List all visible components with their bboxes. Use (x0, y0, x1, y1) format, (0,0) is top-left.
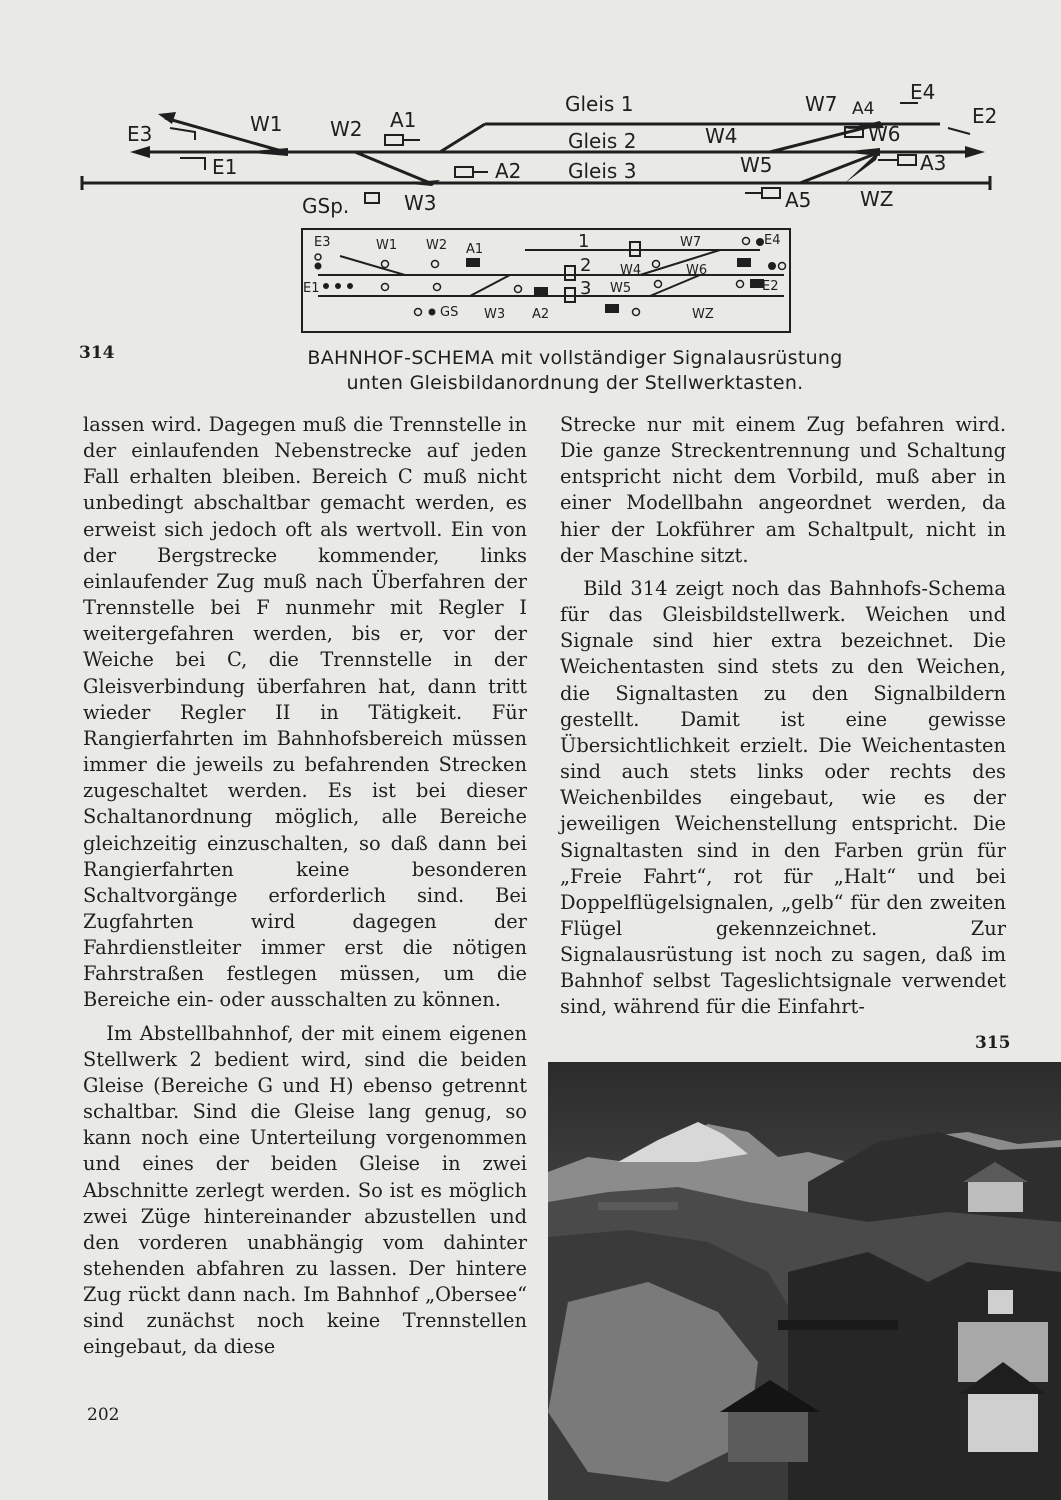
mountain-landscape-photo (548, 1062, 1061, 1500)
label-a2: A2 (495, 159, 522, 183)
label-a1: A1 (390, 108, 417, 132)
left-paragraph-1: lassen wird. Dagegen muß die Trennstelle in der einlaufenden Nebenstrecke auf jeden Fall erhalten bleiben. Bereich C muß nicht unbedingt abschaltbar gemacht werden, es erweist sich jedoch oft als wertvoll. Ein von der Bergstrecke kommender, links einlaufender Zug muß nach Überfahren der Trennstelle bei F nunmehr mit Regler I weitergefahren werden, bis er, vor der Weiche bei C, die Trennstelle in der Gleisverbindung überfahren hat, dann tritt wieder Regler II in Tätigkeit. Für Rangierfahrten im Bahnhofsbereich müssen immer die jeweils zu befahrenden Strecken zugeschaltet werden. Es ist bei dieser Schaltanordnung möglich, alle Bereiche gleichzeitig einzuschalten, so daß dann bei Rangierfahrten keine besonderen Schaltvorgänge erforderlich sind. Bei Zugfahrten wird dagegen der Fahrdienstleiter immer erst die nötigen Fahrstraßen festlegen müssen, um die Bereiche ein- oder ausschalten zu können. (83, 413, 527, 1012)
caption-line-1: BAHNHOF-SCHEMA mit vollständiger Signalausrüstung (307, 347, 843, 369)
panel-label-w7: W7 (680, 235, 702, 250)
panel-label-e1: E1 (303, 281, 320, 296)
caption-line-2: unten Gleisbildanordnung der Stellwerktasten. (346, 372, 804, 394)
panel-label-w1: W1 (376, 238, 398, 253)
label-e4: E4 (910, 80, 936, 104)
figure-314-caption (230, 346, 920, 396)
label-e2: E2 (972, 104, 998, 128)
label-w5: W5 (740, 153, 773, 177)
panel-label-w2: W2 (426, 238, 448, 253)
left-text-column (83, 412, 527, 1361)
panel-label-w3: W3 (484, 307, 506, 322)
panel-label-w4: W4 (620, 263, 642, 278)
panel-label-track-2: 2 (580, 255, 592, 276)
label-w3: W3 (404, 191, 437, 215)
switch-line-w5 (800, 152, 880, 183)
label-w2: W2 (330, 117, 363, 141)
panel-label-w6: W6 (686, 263, 708, 278)
label-w7: W7 (805, 92, 838, 116)
label-w6: W6 (868, 122, 901, 146)
panel-label-e4: E4 (764, 233, 781, 248)
panel-label-e3: E3 (314, 235, 331, 250)
label-a4: A4 (852, 99, 875, 119)
panel-label-e2: E2 (762, 279, 779, 294)
page-number: 202 (87, 1405, 120, 1425)
panel-label-a1: A1 (466, 242, 484, 257)
label-a3: A3 (920, 151, 947, 175)
right-paragraph-2: Bild 314 zeigt noch das Bahnhofs-Schema für das Gleisbildstellwerk. Weichen und Signale sind hier extra bezeichnet. Die Weichentasten sind stets zu den Weichen, die Signaltasten zu den Signalbildern gestellt. Damit ist eine gewisse Übersichtlichkeit erzielt. Die Weichentasten sind auch stets links oder rechts des Weichenbildes eingebaut, wie es der jeweiligen Weichenstellung entspricht. Die Signaltasten sind in den Farben grün für „Freie Fahrt“, rot für „Halt“ und bei Doppelflügelsignalen, „gelb“ für den zweiten Flügel gekennzeichnet. Zur Signalausrüstung ist noch zu sagen, daß im Bahnhof selbst Tageslichtsignale verwendet sind, während für die Einfahrt- (560, 576, 1006, 1019)
right-text-column (560, 412, 1006, 1021)
label-gsp: GSp. (302, 194, 350, 218)
label-gleis-1: Gleis 1 (565, 92, 634, 116)
panel-label-a2: A2 (532, 307, 550, 322)
figure-314-number: 314 (79, 343, 115, 363)
left-paragraph-2: Im Abstellbahnhof, der mit einem eigenen Stellwerk 2 bedient wird, sind die beiden Gleise (Bereiche G und H) ebenso getrennt schaltbar. Sind die Gleise lang genug, so kann noch eine Unterteilung vorgenommen und eines der beiden Gleise in zwei Abschnitte zerlegt werden. So ist es möglich zwei Züge hintereinander abzustellen und den vorderen unabhängig vom dahinter stehenden abfahren zu lassen. Der hintere Zug rückt dann nach. Im Bahnhof „Obersee“ sind zunächst noch keine Trennstellen eingebaut, da diese (83, 1021, 527, 1359)
panel-label-wz: WZ (692, 307, 714, 322)
panel-label-w5: W5 (610, 281, 632, 296)
figure-315-number: 315 (975, 1033, 1011, 1053)
switch-line-w3 (355, 152, 430, 183)
label-e3: E3 (127, 122, 153, 146)
station-track-diagram (0, 0, 1061, 340)
panel-label-track-3: 3 (580, 278, 592, 299)
label-wz: WZ (860, 187, 894, 211)
label-w1: W1 (250, 112, 283, 136)
model-railway-photo (548, 1062, 1061, 1500)
panel-label-track-1: 1 (578, 231, 590, 252)
right-paragraph-1: Strecke nur mit einem Zug befahren wird. Die ganze Streckentrennung und Schaltung entspricht nicht dem Vorbild, muß aber in einer Modellbahn angeordnet werden, da hier der Lokführer am Schaltpult, nicht in der Maschine sitzt. (560, 413, 1006, 567)
label-a5: A5 (785, 188, 812, 212)
label-w4: W4 (705, 124, 738, 148)
panel-label-gs: GS (440, 305, 459, 320)
label-gleis-3: Gleis 3 (568, 159, 637, 183)
label-e1: E1 (212, 155, 238, 179)
label-gleis-2: Gleis 2 (568, 129, 637, 153)
